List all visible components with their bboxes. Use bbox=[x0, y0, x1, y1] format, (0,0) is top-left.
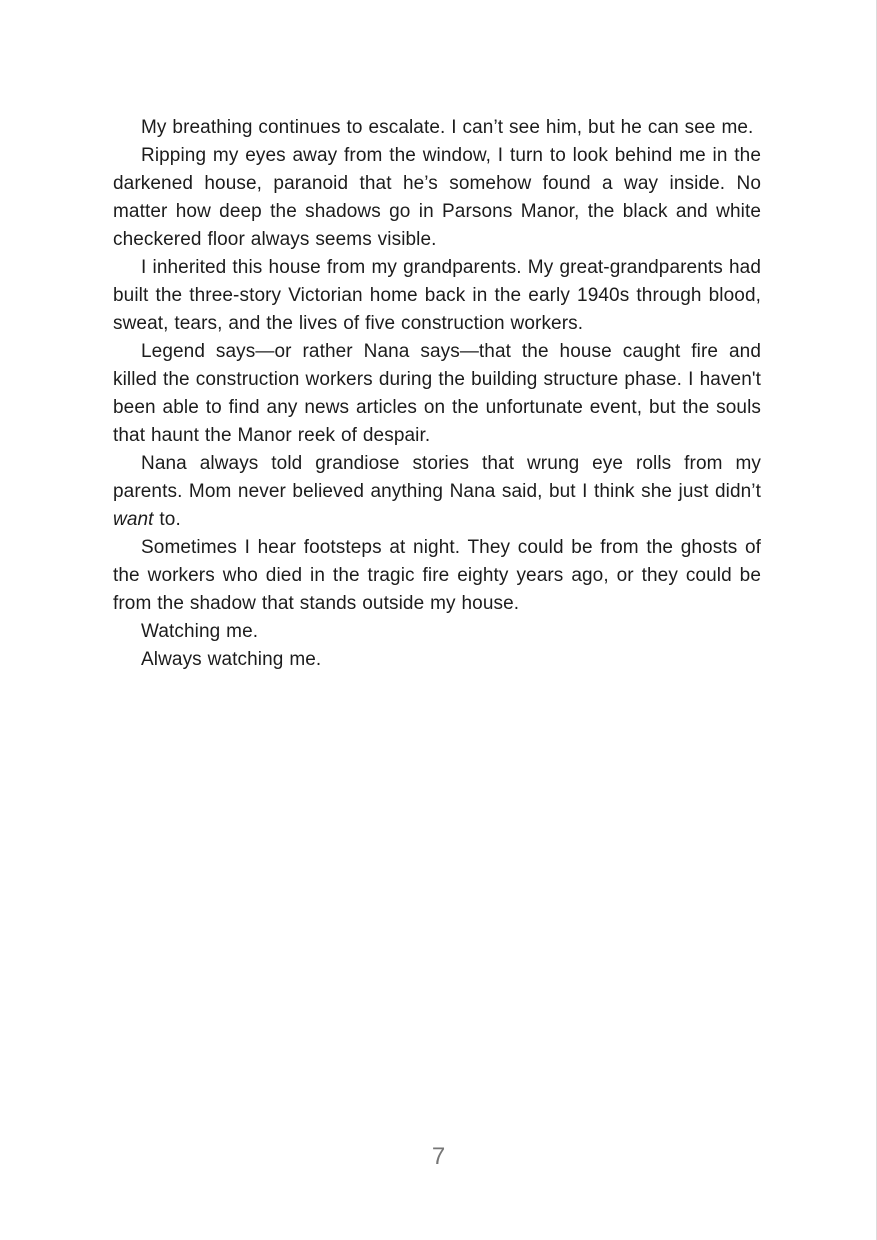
paragraph-segment: Nana always told grandiose stories that wrung eye rolls from my parents. Mom never believed anything Nana said, but I think she just didn’t bbox=[113, 453, 761, 502]
paragraph-segment: to. bbox=[153, 509, 181, 530]
page-number: 7 bbox=[431, 1143, 446, 1170]
paragraph: Always watching me. bbox=[141, 649, 322, 670]
paragraph: Legend says—or rather Nana says—that the house caught fire and killed the construction workers during the building structure phase. I haven't been able to find any news articles on the unfortunate event, but the souls that haunt the Manor reek of despair. bbox=[113, 341, 761, 446]
paragraph bbox=[113, 450, 761, 534]
paragraph: Watching me. bbox=[141, 621, 259, 642]
paragraph: I inherited this house from my grandparents. My great-grandparents had built the three-story Victorian home back in the early 1940s through blood, sweat, tears, and the lives of five construction workers. bbox=[113, 257, 761, 334]
paragraph: Ripping my eyes away from the window, I turn to look behind me in the darkened house, paranoid that he’s somehow found a way inside. No matter how deep the shadows go in Parsons Manor, the black and white checkered floor always seems visible. bbox=[113, 145, 761, 250]
paragraph: My breathing continues to escalate. I can’t see him, but he can see me. bbox=[141, 117, 754, 138]
paragraph: Sometimes I hear footsteps at night. They could be from the ghosts of the workers who died in the tragic fire eighty years ago, or they could be from the shadow that stands outside my house. bbox=[113, 537, 761, 614]
italic-word: want bbox=[113, 509, 154, 530]
page-text-block bbox=[113, 114, 761, 674]
